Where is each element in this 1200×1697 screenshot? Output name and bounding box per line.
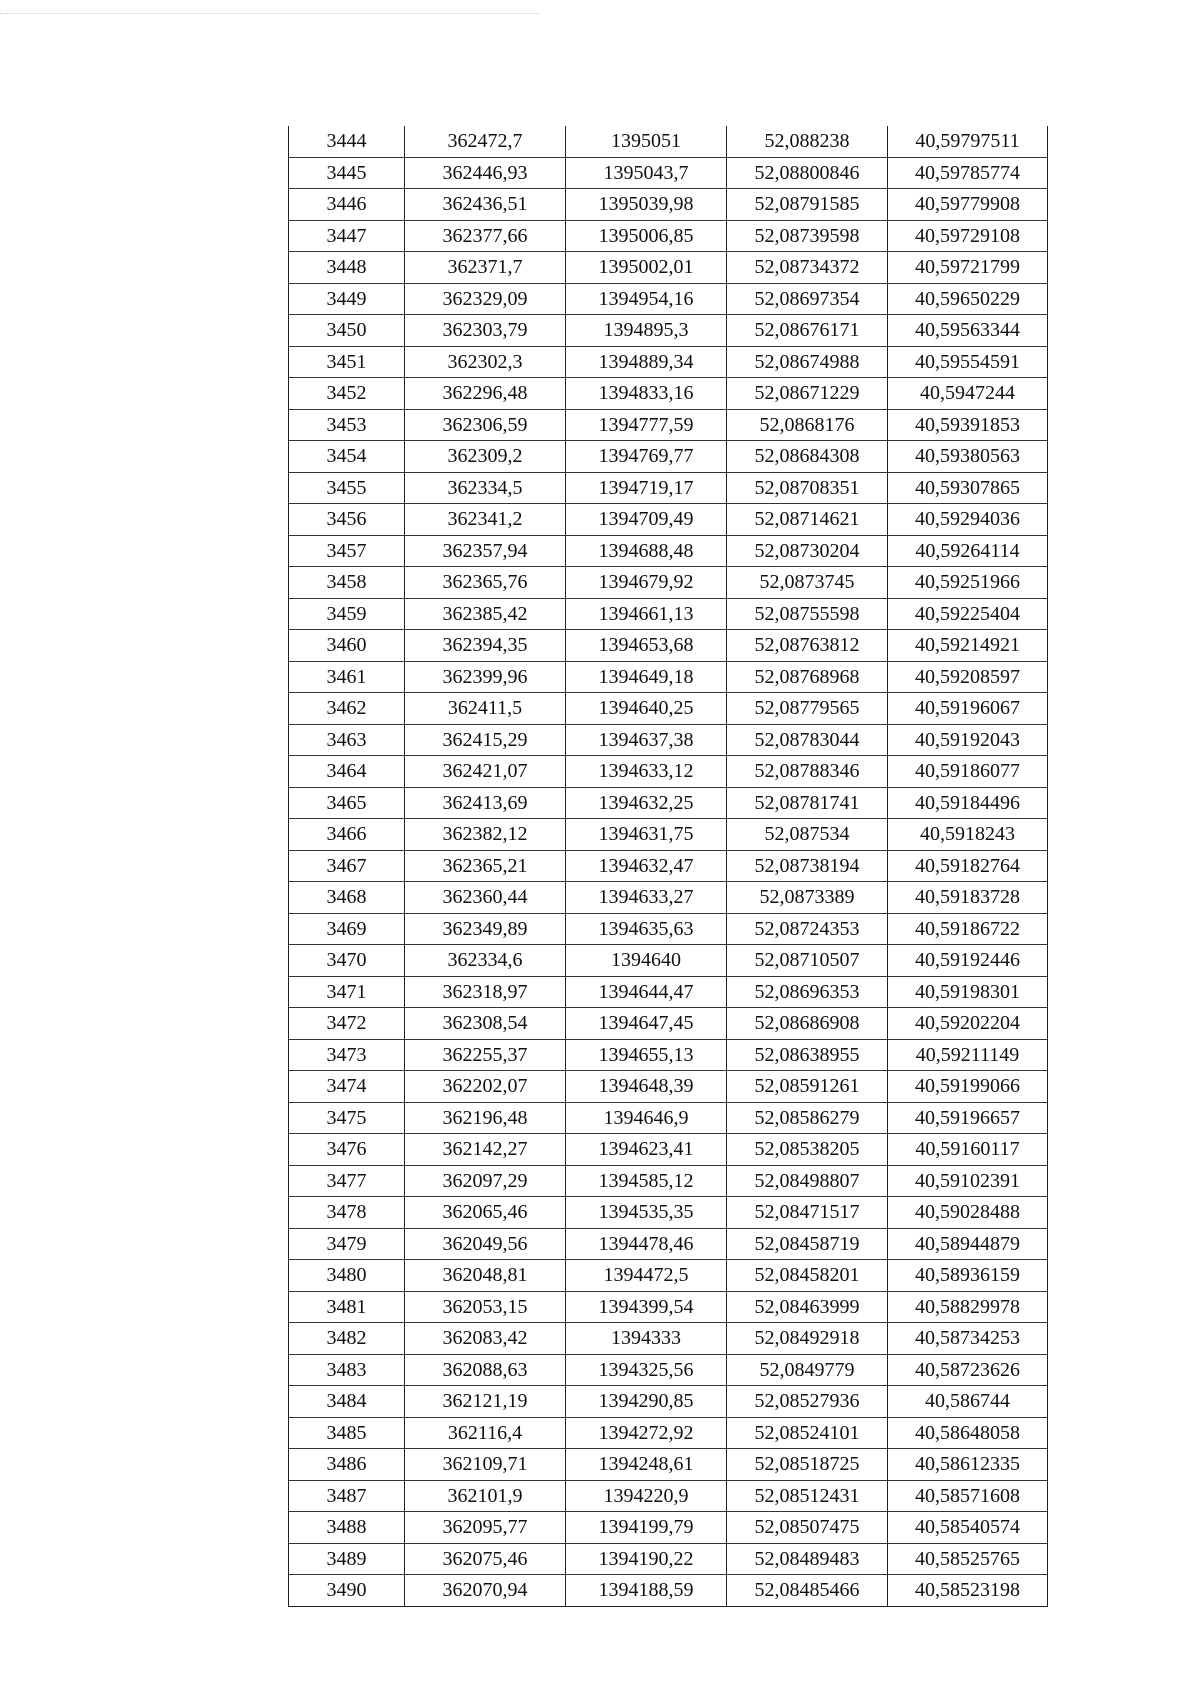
longitude-cell: 40,59192043 (888, 724, 1048, 756)
latitude-cell: 52,088238 (727, 126, 888, 157)
table-row (289, 504, 1048, 536)
x-coordinate-cell: 362411,5 (405, 693, 566, 725)
point-number-cell: 3447 (289, 220, 405, 252)
x-coordinate-cell: 362382,12 (405, 819, 566, 851)
point-number-cell: 3445 (289, 157, 405, 189)
table-row (289, 787, 1048, 819)
x-coordinate-cell: 362049,56 (405, 1228, 566, 1260)
point-number-cell: 3462 (289, 693, 405, 725)
y-coordinate-cell: 1394290,85 (566, 1386, 727, 1418)
x-coordinate-cell: 362341,2 (405, 504, 566, 536)
latitude-cell: 52,08738194 (727, 850, 888, 882)
table-row (289, 315, 1048, 347)
table-row (289, 126, 1048, 157)
point-number-cell: 3489 (289, 1543, 405, 1575)
point-number-cell: 3456 (289, 504, 405, 536)
longitude-cell: 40,59380563 (888, 441, 1048, 473)
latitude-cell: 52,08734372 (727, 252, 888, 284)
table-row (289, 630, 1048, 662)
point-number-cell: 3474 (289, 1071, 405, 1103)
table-row (289, 1102, 1048, 1134)
y-coordinate-cell: 1394478,46 (566, 1228, 727, 1260)
longitude-cell: 40,59391853 (888, 409, 1048, 441)
point-number-cell: 3490 (289, 1575, 405, 1607)
longitude-cell: 40,59563344 (888, 315, 1048, 347)
latitude-cell: 52,08710507 (727, 945, 888, 977)
y-coordinate-cell: 1394644,47 (566, 976, 727, 1008)
x-coordinate-cell: 362472,7 (405, 126, 566, 157)
point-number-cell: 3467 (289, 850, 405, 882)
longitude-cell: 40,586744 (888, 1386, 1048, 1418)
y-coordinate-cell: 1394679,92 (566, 567, 727, 599)
longitude-cell: 40,59797511 (888, 126, 1048, 157)
longitude-cell: 40,59554591 (888, 346, 1048, 378)
x-coordinate-cell: 362070,94 (405, 1575, 566, 1607)
longitude-cell: 40,58525765 (888, 1543, 1048, 1575)
latitude-cell: 52,0868176 (727, 409, 888, 441)
point-number-cell: 3464 (289, 756, 405, 788)
point-number-cell: 3468 (289, 882, 405, 914)
x-coordinate-cell: 362349,89 (405, 913, 566, 945)
y-coordinate-cell: 1394623,41 (566, 1134, 727, 1166)
x-coordinate-cell: 362357,94 (405, 535, 566, 567)
x-coordinate-cell: 362142,27 (405, 1134, 566, 1166)
table-row (289, 661, 1048, 693)
longitude-cell: 40,58648058 (888, 1417, 1048, 1449)
point-number-cell: 3469 (289, 913, 405, 945)
longitude-cell: 40,59650229 (888, 283, 1048, 315)
table-row (289, 1071, 1048, 1103)
table-row (289, 252, 1048, 284)
latitude-cell: 52,08458201 (727, 1260, 888, 1292)
table-row (289, 220, 1048, 252)
point-number-cell: 3485 (289, 1417, 405, 1449)
y-coordinate-cell: 1394647,45 (566, 1008, 727, 1040)
longitude-cell: 40,59184496 (888, 787, 1048, 819)
longitude-cell: 40,59294036 (888, 504, 1048, 536)
latitude-cell: 52,08458719 (727, 1228, 888, 1260)
x-coordinate-cell: 362303,79 (405, 315, 566, 347)
y-coordinate-cell: 1395002,01 (566, 252, 727, 284)
x-coordinate-cell: 362097,29 (405, 1165, 566, 1197)
y-coordinate-cell: 1394640,25 (566, 693, 727, 725)
table-row (289, 1008, 1048, 1040)
x-coordinate-cell: 362377,66 (405, 220, 566, 252)
point-number-cell: 3488 (289, 1512, 405, 1544)
point-number-cell: 3482 (289, 1323, 405, 1355)
latitude-cell: 52,08781741 (727, 787, 888, 819)
longitude-cell: 40,58734253 (888, 1323, 1048, 1355)
point-number-cell: 3461 (289, 661, 405, 693)
point-number-cell: 3459 (289, 598, 405, 630)
table-row (289, 693, 1048, 725)
y-coordinate-cell: 1394649,18 (566, 661, 727, 693)
x-coordinate-cell: 362415,29 (405, 724, 566, 756)
latitude-cell: 52,08697354 (727, 283, 888, 315)
latitude-cell: 52,08779565 (727, 693, 888, 725)
longitude-cell: 40,59251966 (888, 567, 1048, 599)
y-coordinate-cell: 1394637,38 (566, 724, 727, 756)
longitude-cell: 40,59785774 (888, 157, 1048, 189)
latitude-cell: 52,08485466 (727, 1575, 888, 1607)
table-row (289, 441, 1048, 473)
longitude-cell: 40,59729108 (888, 220, 1048, 252)
table-row (289, 1134, 1048, 1166)
x-coordinate-cell: 362329,09 (405, 283, 566, 315)
latitude-cell: 52,08489483 (727, 1543, 888, 1575)
table-row (289, 1228, 1048, 1260)
x-coordinate-cell: 362065,46 (405, 1197, 566, 1229)
point-number-cell: 3463 (289, 724, 405, 756)
y-coordinate-cell: 1394399,54 (566, 1291, 727, 1323)
x-coordinate-cell: 362371,7 (405, 252, 566, 284)
scan-artifact-line (0, 13, 540, 14)
point-number-cell: 3487 (289, 1480, 405, 1512)
latitude-cell: 52,08684308 (727, 441, 888, 473)
longitude-cell: 40,59186077 (888, 756, 1048, 788)
latitude-cell: 52,08696353 (727, 976, 888, 1008)
y-coordinate-cell: 1394633,27 (566, 882, 727, 914)
table-row (289, 157, 1048, 189)
y-coordinate-cell: 1394655,13 (566, 1039, 727, 1071)
table-row (289, 819, 1048, 851)
latitude-cell: 52,08676171 (727, 315, 888, 347)
latitude-cell: 52,08527936 (727, 1386, 888, 1418)
x-coordinate-cell: 362394,35 (405, 630, 566, 662)
y-coordinate-cell: 1394188,59 (566, 1575, 727, 1607)
longitude-cell: 40,58612335 (888, 1449, 1048, 1481)
point-number-cell: 3448 (289, 252, 405, 284)
latitude-cell: 52,08791585 (727, 189, 888, 221)
coordinates-table (288, 126, 1048, 1607)
latitude-cell: 52,08730204 (727, 535, 888, 567)
y-coordinate-cell: 1394661,13 (566, 598, 727, 630)
point-number-cell: 3486 (289, 1449, 405, 1481)
y-coordinate-cell: 1394632,47 (566, 850, 727, 882)
longitude-cell: 40,58571608 (888, 1480, 1048, 1512)
y-coordinate-cell: 1394653,68 (566, 630, 727, 662)
longitude-cell: 40,59307865 (888, 472, 1048, 504)
point-number-cell: 3457 (289, 535, 405, 567)
latitude-cell: 52,08538205 (727, 1134, 888, 1166)
x-coordinate-cell: 362306,59 (405, 409, 566, 441)
longitude-cell: 40,59721799 (888, 252, 1048, 284)
x-coordinate-cell: 362053,15 (405, 1291, 566, 1323)
y-coordinate-cell: 1394889,34 (566, 346, 727, 378)
table-row (289, 945, 1048, 977)
longitude-cell: 40,59196657 (888, 1102, 1048, 1134)
x-coordinate-cell: 362413,69 (405, 787, 566, 819)
latitude-cell: 52,08768968 (727, 661, 888, 693)
table-row (289, 1386, 1048, 1418)
x-coordinate-cell: 362308,54 (405, 1008, 566, 1040)
longitude-cell: 40,58540574 (888, 1512, 1048, 1544)
point-number-cell: 3480 (289, 1260, 405, 1292)
longitude-cell: 40,59186722 (888, 913, 1048, 945)
y-coordinate-cell: 1394272,92 (566, 1417, 727, 1449)
point-number-cell: 3479 (289, 1228, 405, 1260)
x-coordinate-cell: 362202,07 (405, 1071, 566, 1103)
point-number-cell: 3473 (289, 1039, 405, 1071)
latitude-cell: 52,08524101 (727, 1417, 888, 1449)
y-coordinate-cell: 1394833,16 (566, 378, 727, 410)
latitude-cell: 52,0849779 (727, 1354, 888, 1386)
latitude-cell: 52,08671229 (727, 378, 888, 410)
table-row (289, 1512, 1048, 1544)
y-coordinate-cell: 1394646,9 (566, 1102, 727, 1134)
table-row (289, 1323, 1048, 1355)
y-coordinate-cell: 1394648,39 (566, 1071, 727, 1103)
longitude-cell: 40,59779908 (888, 189, 1048, 221)
point-number-cell: 3466 (289, 819, 405, 851)
table-row (289, 1417, 1048, 1449)
point-number-cell: 3483 (289, 1354, 405, 1386)
point-number-cell: 3475 (289, 1102, 405, 1134)
point-number-cell: 3460 (289, 630, 405, 662)
table-row (289, 1480, 1048, 1512)
point-number-cell: 3465 (289, 787, 405, 819)
point-number-cell: 3458 (289, 567, 405, 599)
table-row (289, 535, 1048, 567)
longitude-cell: 40,59192446 (888, 945, 1048, 977)
x-coordinate-cell: 362365,21 (405, 850, 566, 882)
x-coordinate-cell: 362436,51 (405, 189, 566, 221)
point-number-cell: 3444 (289, 126, 405, 157)
latitude-cell: 52,08763812 (727, 630, 888, 662)
table-row (289, 567, 1048, 599)
table-row (289, 346, 1048, 378)
table-row (289, 1575, 1048, 1607)
x-coordinate-cell: 362334,5 (405, 472, 566, 504)
point-number-cell: 3470 (289, 945, 405, 977)
latitude-cell: 52,08638955 (727, 1039, 888, 1071)
longitude-cell: 40,59199066 (888, 1071, 1048, 1103)
y-coordinate-cell: 1394585,12 (566, 1165, 727, 1197)
point-number-cell: 3476 (289, 1134, 405, 1166)
point-number-cell: 3472 (289, 1008, 405, 1040)
x-coordinate-cell: 362309,2 (405, 441, 566, 473)
y-coordinate-cell: 1394190,22 (566, 1543, 727, 1575)
y-coordinate-cell: 1394325,56 (566, 1354, 727, 1386)
x-coordinate-cell: 362385,42 (405, 598, 566, 630)
x-coordinate-cell: 362399,96 (405, 661, 566, 693)
table-row (289, 283, 1048, 315)
longitude-cell: 40,5947244 (888, 378, 1048, 410)
latitude-cell: 52,0873389 (727, 882, 888, 914)
x-coordinate-cell: 362318,97 (405, 976, 566, 1008)
latitude-cell: 52,08463999 (727, 1291, 888, 1323)
point-number-cell: 3450 (289, 315, 405, 347)
coordinates-table-body (289, 126, 1048, 1606)
latitude-cell: 52,08674988 (727, 346, 888, 378)
point-number-cell: 3477 (289, 1165, 405, 1197)
latitude-cell: 52,08739598 (727, 220, 888, 252)
y-coordinate-cell: 1394769,77 (566, 441, 727, 473)
longitude-cell: 40,59102391 (888, 1165, 1048, 1197)
table-row (289, 1197, 1048, 1229)
y-coordinate-cell: 1394333 (566, 1323, 727, 1355)
x-coordinate-cell: 362088,63 (405, 1354, 566, 1386)
table-row (289, 882, 1048, 914)
longitude-cell: 40,59214921 (888, 630, 1048, 662)
table-row (289, 598, 1048, 630)
y-coordinate-cell: 1394632,25 (566, 787, 727, 819)
longitude-cell: 40,59198301 (888, 976, 1048, 1008)
x-coordinate-cell: 362446,93 (405, 157, 566, 189)
x-coordinate-cell: 362296,48 (405, 378, 566, 410)
latitude-cell: 52,08714621 (727, 504, 888, 536)
point-number-cell: 3478 (289, 1197, 405, 1229)
table-row (289, 850, 1048, 882)
table-row (289, 189, 1048, 221)
y-coordinate-cell: 1394248,61 (566, 1449, 727, 1481)
point-number-cell: 3454 (289, 441, 405, 473)
x-coordinate-cell: 362116,4 (405, 1417, 566, 1449)
y-coordinate-cell: 1394199,79 (566, 1512, 727, 1544)
longitude-cell: 40,5918243 (888, 819, 1048, 851)
y-coordinate-cell: 1395051 (566, 126, 727, 157)
longitude-cell: 40,59225404 (888, 598, 1048, 630)
x-coordinate-cell: 362365,76 (405, 567, 566, 599)
latitude-cell: 52,08708351 (727, 472, 888, 504)
x-coordinate-cell: 362101,9 (405, 1480, 566, 1512)
y-coordinate-cell: 1394472,5 (566, 1260, 727, 1292)
y-coordinate-cell: 1394635,63 (566, 913, 727, 945)
table-row (289, 913, 1048, 945)
x-coordinate-cell: 362302,3 (405, 346, 566, 378)
latitude-cell: 52,08686908 (727, 1008, 888, 1040)
point-number-cell: 3452 (289, 378, 405, 410)
point-number-cell: 3481 (289, 1291, 405, 1323)
x-coordinate-cell: 362083,42 (405, 1323, 566, 1355)
point-number-cell: 3451 (289, 346, 405, 378)
latitude-cell: 52,08724353 (727, 913, 888, 945)
latitude-cell: 52,0873745 (727, 567, 888, 599)
table-row (289, 756, 1048, 788)
y-coordinate-cell: 1394640 (566, 945, 727, 977)
y-coordinate-cell: 1394719,17 (566, 472, 727, 504)
y-coordinate-cell: 1394220,9 (566, 1480, 727, 1512)
y-coordinate-cell: 1395039,98 (566, 189, 727, 221)
longitude-cell: 40,59202204 (888, 1008, 1048, 1040)
x-coordinate-cell: 362334,6 (405, 945, 566, 977)
y-coordinate-cell: 1394777,59 (566, 409, 727, 441)
latitude-cell: 52,08586279 (727, 1102, 888, 1134)
point-number-cell: 3453 (289, 409, 405, 441)
longitude-cell: 40,59196067 (888, 693, 1048, 725)
x-coordinate-cell: 362048,81 (405, 1260, 566, 1292)
latitude-cell: 52,08755598 (727, 598, 888, 630)
x-coordinate-cell: 362109,71 (405, 1449, 566, 1481)
table-row (289, 976, 1048, 1008)
latitude-cell: 52,087534 (727, 819, 888, 851)
point-number-cell: 3449 (289, 283, 405, 315)
y-coordinate-cell: 1395043,7 (566, 157, 727, 189)
point-number-cell: 3471 (289, 976, 405, 1008)
latitude-cell: 52,08518725 (727, 1449, 888, 1481)
table-row (289, 1165, 1048, 1197)
latitude-cell: 52,08492918 (727, 1323, 888, 1355)
latitude-cell: 52,08783044 (727, 724, 888, 756)
table-row (289, 472, 1048, 504)
x-coordinate-cell: 362075,46 (405, 1543, 566, 1575)
y-coordinate-cell: 1394631,75 (566, 819, 727, 851)
x-coordinate-cell: 362121,19 (405, 1386, 566, 1418)
x-coordinate-cell: 362421,07 (405, 756, 566, 788)
longitude-cell: 40,58944879 (888, 1228, 1048, 1260)
longitude-cell: 40,59211149 (888, 1039, 1048, 1071)
longitude-cell: 40,59160117 (888, 1134, 1048, 1166)
y-coordinate-cell: 1394535,35 (566, 1197, 727, 1229)
latitude-cell: 52,08507475 (727, 1512, 888, 1544)
latitude-cell: 52,08512431 (727, 1480, 888, 1512)
table-row (289, 1291, 1048, 1323)
table-row (289, 1260, 1048, 1292)
y-coordinate-cell: 1394709,49 (566, 504, 727, 536)
table-row (289, 1354, 1048, 1386)
longitude-cell: 40,59028488 (888, 1197, 1048, 1229)
x-coordinate-cell: 362196,48 (405, 1102, 566, 1134)
latitude-cell: 52,08788346 (727, 756, 888, 788)
table-row (289, 409, 1048, 441)
longitude-cell: 40,58936159 (888, 1260, 1048, 1292)
table-row (289, 1543, 1048, 1575)
longitude-cell: 40,59208597 (888, 661, 1048, 693)
longitude-cell: 40,58829978 (888, 1291, 1048, 1323)
point-number-cell: 3455 (289, 472, 405, 504)
y-coordinate-cell: 1394688,48 (566, 535, 727, 567)
longitude-cell: 40,58523198 (888, 1575, 1048, 1607)
x-coordinate-cell: 362360,44 (405, 882, 566, 914)
latitude-cell: 52,08591261 (727, 1071, 888, 1103)
table-row (289, 1039, 1048, 1071)
table-row (289, 378, 1048, 410)
latitude-cell: 52,08471517 (727, 1197, 888, 1229)
longitude-cell: 40,59182764 (888, 850, 1048, 882)
y-coordinate-cell: 1395006,85 (566, 220, 727, 252)
longitude-cell: 40,59264114 (888, 535, 1048, 567)
y-coordinate-cell: 1394895,3 (566, 315, 727, 347)
table-row (289, 1449, 1048, 1481)
longitude-cell: 40,58723626 (888, 1354, 1048, 1386)
x-coordinate-cell: 362095,77 (405, 1512, 566, 1544)
y-coordinate-cell: 1394633,12 (566, 756, 727, 788)
y-coordinate-cell: 1394954,16 (566, 283, 727, 315)
point-number-cell: 3446 (289, 189, 405, 221)
longitude-cell: 40,59183728 (888, 882, 1048, 914)
latitude-cell: 52,08800846 (727, 157, 888, 189)
latitude-cell: 52,08498807 (727, 1165, 888, 1197)
x-coordinate-cell: 362255,37 (405, 1039, 566, 1071)
point-number-cell: 3484 (289, 1386, 405, 1418)
table-row (289, 724, 1048, 756)
